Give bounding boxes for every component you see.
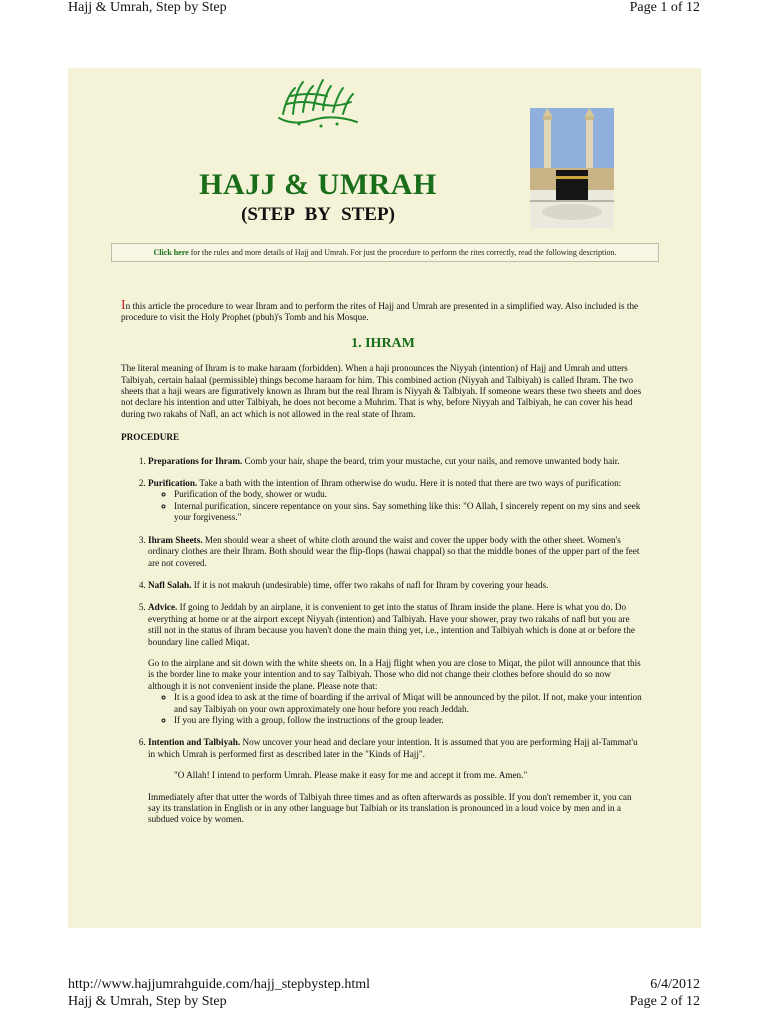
step-label: Nafl Salah. [148,579,192,590]
ihram-definition: The literal meaning of Ihram is to make haraam (forbidden). When a haji pronounces the Niyyah (intention) of Hajj and Umrah and utters Talbiyah, certain halaal (permissible) things become haraam for him. This combined action (Niyyah and Talbiyah) is called Ihram. The two sheets that a haji wears are figuratively known as Ihram but the real Ihram is Niyyah & Talbiyah. If someone wears these two sheets and does not declare his intention and utter Talbiyah, he does not become a Muhrim. That is why, before Niyyah and Talbiyah, he can cover his head during two rakahs of Nafl, an act which is not allowed in the real state of Ihram. [121,363,642,419]
step-item [148,580,645,591]
step-extra: Go to the airplane and sit down with the white sheets on. In a Hajj flight when you are close to Miqat, the pilot will announce that this is the border line to make your intention and to say Talbiyah. Those who did not change their clothes before should do so now although it is not convenient inside the plane. Please note that: [148,657,641,691]
article-subtitle: (STEP BY STEP) [241,204,395,225]
step-text: If it is not makruh (undesirable) time, offer two rakahs of nafl for Ihram by covering your heads. [191,579,549,590]
procedure-heading: PROCEDURE [121,432,180,443]
step-extra: Immediately after that utter the words of Talbiyah three times and as often afterwards as possible. If you don't remember it, you can say its translation in English or in any other language but Talbiah or its translation is pronounced in a loud voice by men and in a subdued voice by women. [148,791,632,825]
notice-text: for the rules and more details of Hajj and Umrah. For just the procedure to perform the rites correctly, read the following description. [188,248,617,257]
intro-text: n this article the procedure to wear Ihram and to perform the rites of Hajj and Umrah are presented in a simplified way. Also included is the procedure to visit the Holy Prophet (pbuh)'s Tomb and his Mosque. [121,301,639,323]
step-item [148,737,645,825]
purification-bullets [148,489,645,523]
bismillah-calligraphy-icon [273,74,363,130]
article-title: HAJJ & UMRAH [199,168,437,201]
step-item [148,602,645,726]
step-label: Intention and Talbiyah. [148,737,241,748]
step-item [148,456,645,467]
page-footer-url: http://www.hajjumrahguide.com/hajj_stepbystep.html [68,977,370,992]
bullet-item: ◦ Purification of the body, shower or wudu. [174,489,645,500]
details-notice [111,243,659,262]
step-text: Now uncover your head and declare your intention. It is assumed that you are performing Hajj al-Tammat'u in which Umrah is performed first as described later in the "Kinds of Hajj". [148,737,638,759]
page-header-title: Hajj & Umrah, Step by Step [68,0,227,15]
step-label: Preparations for Ihram. [148,455,243,466]
intro-drop-cap: I [121,298,126,313]
intro-paragraph [121,300,645,324]
step-text: Comb your hair, shape the beard, trim your mustache, cut your nails, and remove unwanted body hair. [242,455,620,466]
step-item [148,535,645,569]
section-title-ihram: 1. IHRAM [351,335,415,351]
bullet-item: ◦ It is a good idea to ask at the time of boarding if the arrival of Miqat will be announced by the pilot. If not, make your intention and say Talbiyah on your own approximately one hour before you reach Jeddah. [174,692,645,715]
page-footer-date: 6/4/2012 [650,977,700,992]
advice-bullets [148,692,645,726]
bullet-item: ◦ If you are flying with a group, follow the instructions of the group leader. [174,715,645,726]
step-text: Take a bath with the intention of Ihram otherwise do wudu. Here it is noted that there are two ways of purification: [197,478,622,489]
step-text: Men should wear a sheet of white cloth around the waist and cover the upper body with the other sheet. Women's ordinary clothes are their Ihram. Both should wear the flip-flops (hawai chappal) so that the middle bones of the upper part of the feet are not covered. [148,534,640,568]
step-item [148,478,645,524]
page-header-number: Page 1 of 12 [629,0,700,15]
step-label: Ihram Sheets. [148,534,203,545]
next-page-header-title: Hajj & Umrah, Step by Step [68,994,227,1009]
procedure-steps [121,456,645,826]
umrah-intention-quote: "O Allah! I intend to perform Umrah. Please make it easy for me and accept it from me. Amen." [174,770,528,781]
bullet-item: ◦ Internal purification, sincere repentance on your sins. Say something like this: "O Allah, I sincerely repent on my sins and seek your forgiveness." [174,501,645,524]
step-label: Purification. [148,478,198,489]
article-panel [68,68,701,928]
step-text: If going to Jeddah by an airplane, it is convenient to get into the status of Ihram inside the plane. Here is what you do. Do everything at home or at the airport except Niyyah (intention) and Talbiyah. Have your shower, pray two rakahs of nafl but you are still not in the status of ihram because you haven't done the main thing yet, i.e., intention and Talbiyah which is done at or before the boundary line called Miqat. [148,602,635,647]
click-here-link[interactable]: Click here [153,248,189,257]
step-label: Advice. [148,602,178,613]
article-content [121,300,645,837]
next-page-header-number: Page 2 of 12 [629,994,700,1009]
